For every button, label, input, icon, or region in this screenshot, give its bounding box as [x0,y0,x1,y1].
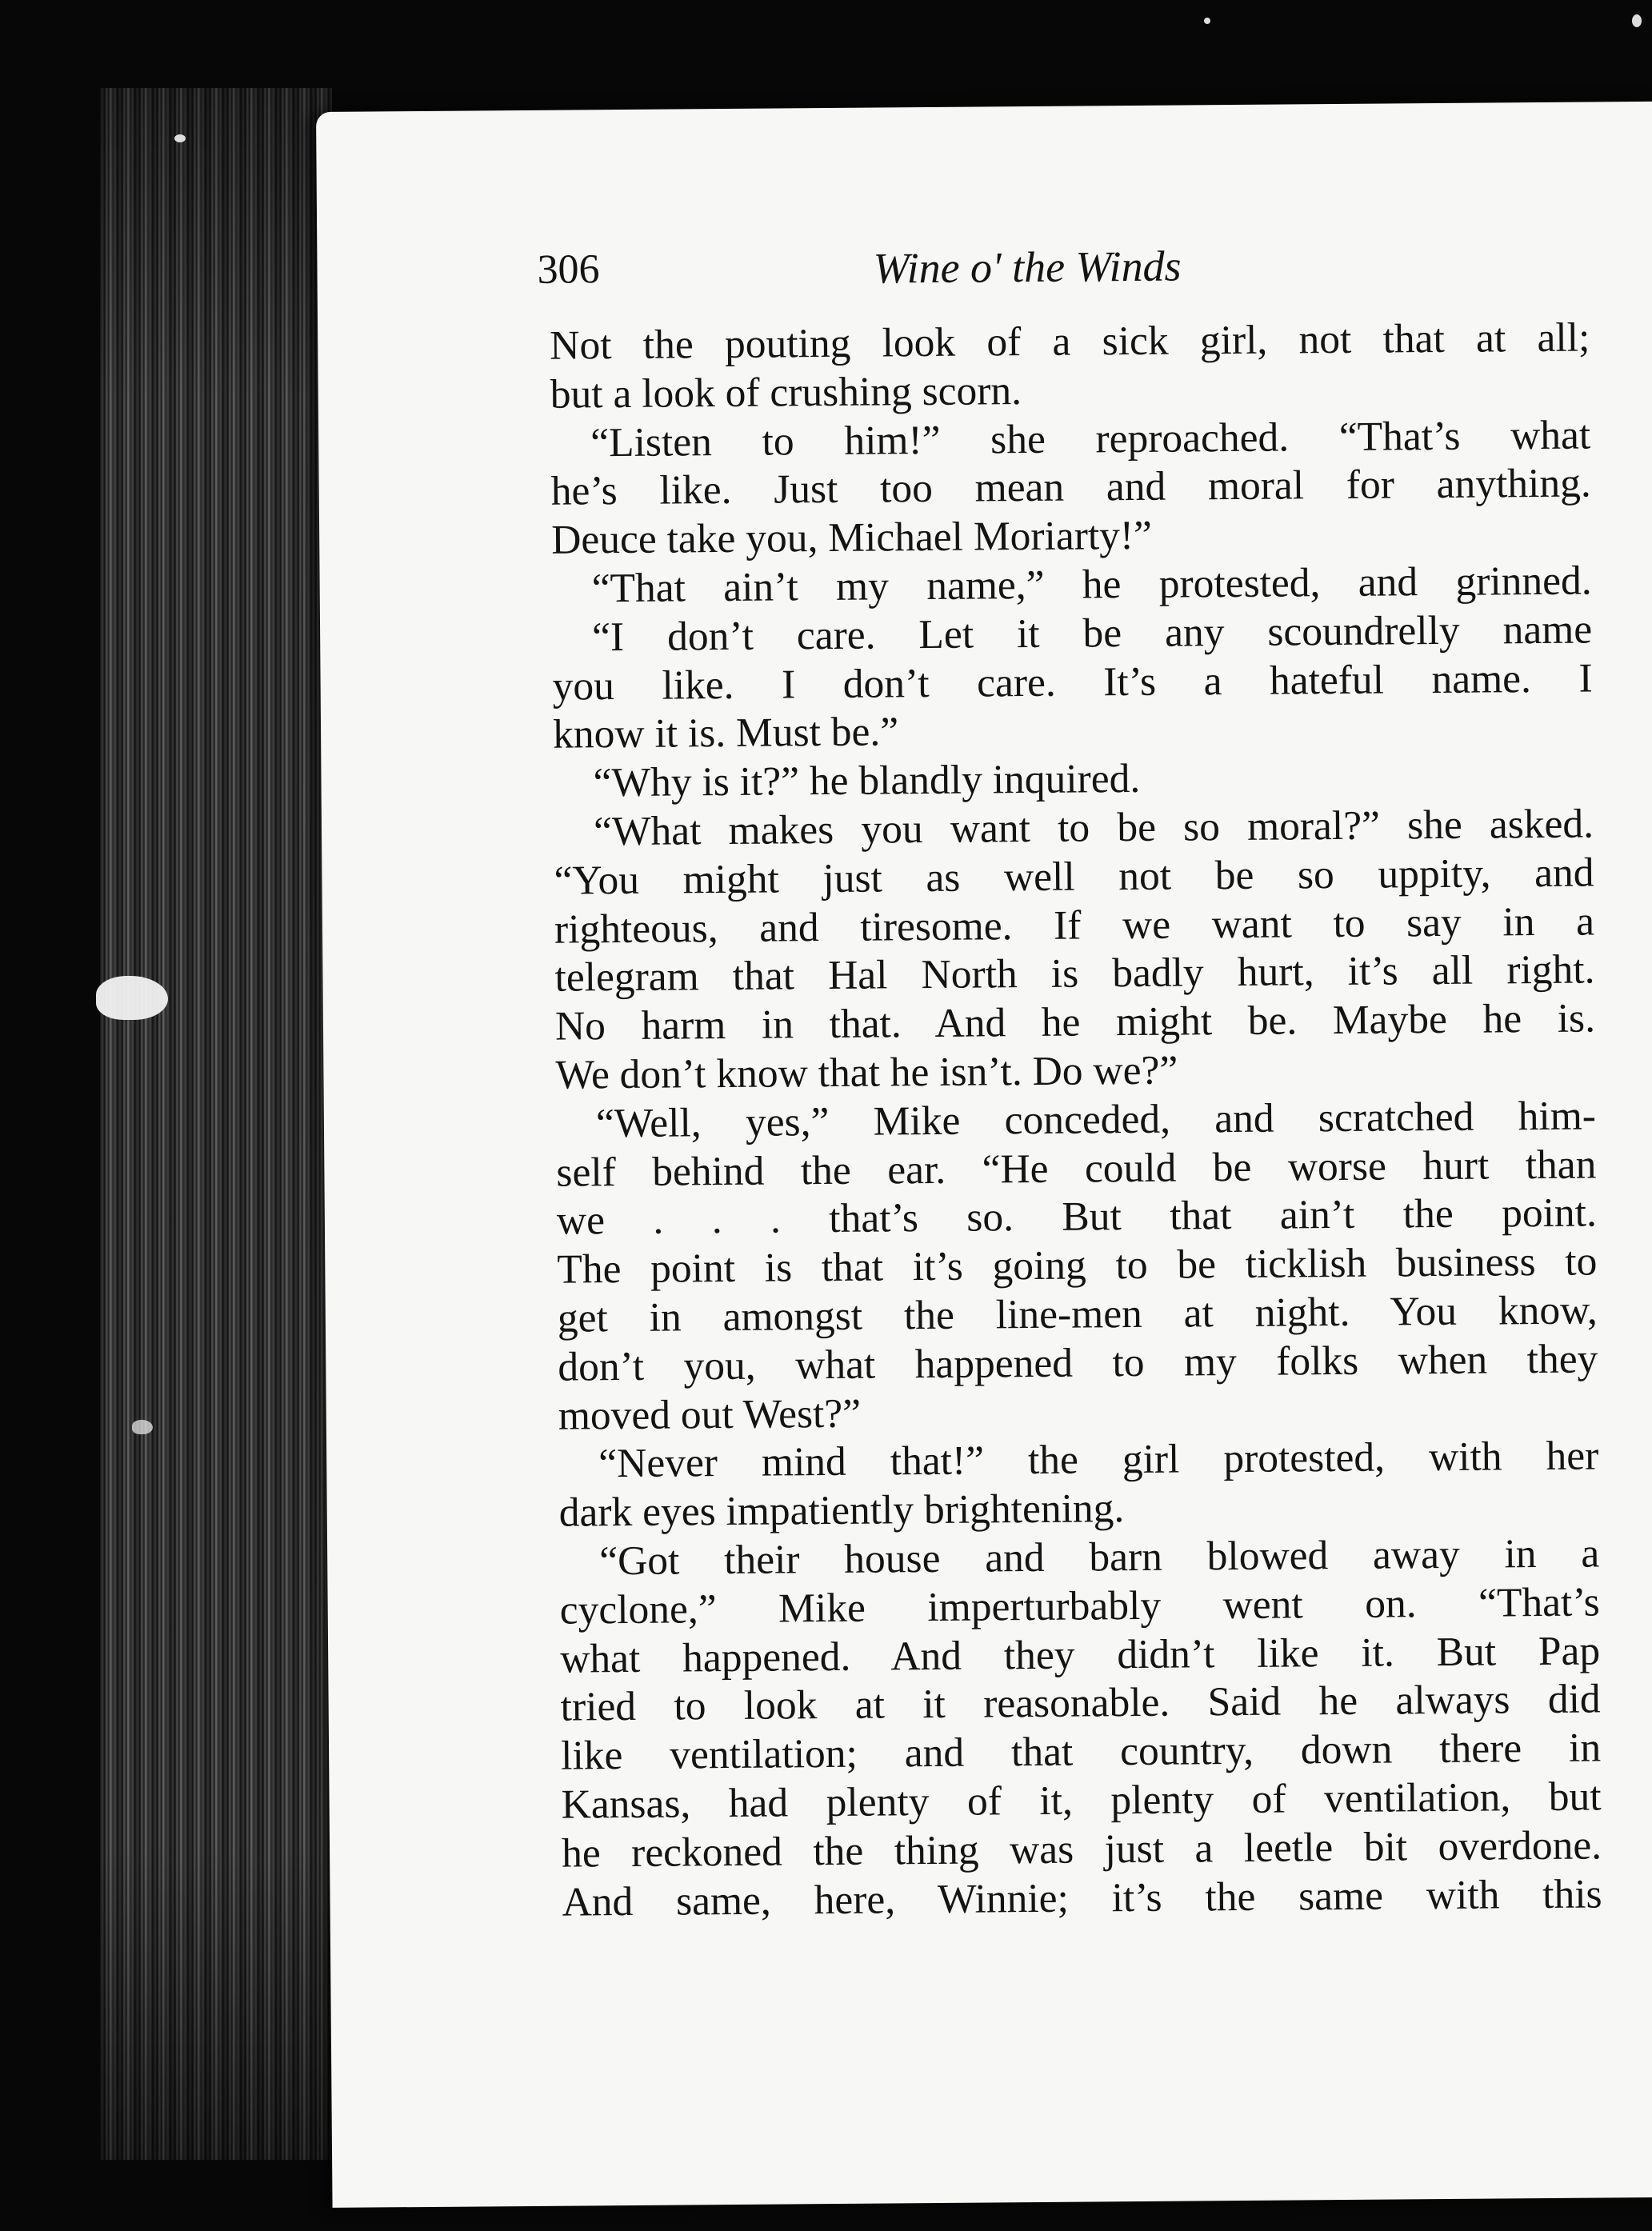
book-page [316,102,1652,2208]
scan-dust [174,134,186,142]
text-line: he’s like. Just too mean and moral for anything. [550,460,1591,515]
page-number: 306 [537,246,600,293]
text-line: cyclone,” Mike imperturbably went on. “That’s [559,1579,1600,1633]
text-line: we . . . that’s so. But that ain’t the point. [556,1189,1598,1245]
text-line: tried to look at it reasonable. Said he always did [560,1676,1601,1730]
text-line: know it is. Must be.” [552,709,899,758]
text-line: “Why is it?” he blandly inquired. [593,756,1141,806]
scan-dust [1632,14,1642,27]
text-line: “Never mind that!” the girl protested, with her [598,1433,1599,1487]
edge-blemish [96,976,168,1020]
text-line: Kansas, had plenty of it, plenty of ventilation, but [561,1773,1602,1828]
text-line: “I don’t care. Let it be any scoundrelly name [591,606,1593,661]
text-line: get in amongst the line-men at night. You know, [557,1287,1598,1341]
text-line: telegram that Hal North is badly hurt, it’s all right. [554,946,1595,1002]
text-line: self behind the ear. “He could be worse hurt than [556,1141,1597,1196]
text-line: “Well, yes,” Mike conceded, and scratched him- [595,1093,1597,1147]
text-line: “Got their house and barn blowed away in a [599,1530,1600,1585]
scan-dust [1204,18,1210,24]
text-line: And same, here, Winnie; it’s the same with this [562,1870,1602,1925]
text-line: but a look of crushing scorn. [550,367,1022,418]
running-title: Wine o' the Winds [873,242,1182,293]
running-head [537,238,1578,310]
text-line: Not the pouting look of a sick girl, not that at all; [550,314,1590,369]
text-line: dark eyes impatiently brightening. [558,1485,1125,1536]
text-line: you like. I don’t care. It’s a hateful name. I [552,655,1593,710]
text-line: “That ain’t my name,” he protested, and grinned. [591,558,1592,612]
text-line: “Listen to him!” she reproached. “That’s what [590,412,1591,466]
text-line: Deuce take you, Michael Moriarty!” [550,512,1153,563]
text-line: what happened. And they didn’t like it. But Pap [559,1627,1601,1682]
text-line: righteous, and tiresome. If we want to say in a [554,898,1595,953]
text-line: The point is that it’s going to be ticklish business to [557,1238,1598,1293]
edge-blemish-small [132,1420,153,1434]
text-line: he reckoned the thing was just a leetle bit overdone. [561,1822,1602,1877]
text-line: We don’t know that he isn’t. Do we?” [555,1047,1178,1098]
book-page-edges [100,88,332,2160]
text-line: like ventilation; and that country, down there in [560,1725,1602,1779]
body-text [550,314,1602,1927]
text-line: moved out West?” [558,1390,862,1439]
text-line: “What makes you want to be so moral?” she asked. [593,801,1594,855]
text-line: No harm in that. And he might be. Maybe he is. [554,995,1596,1050]
text-line: don’t you, what happened to my folks when they [558,1336,1598,1390]
text-line: “You might just as well not be so uppity, and [554,850,1594,904]
